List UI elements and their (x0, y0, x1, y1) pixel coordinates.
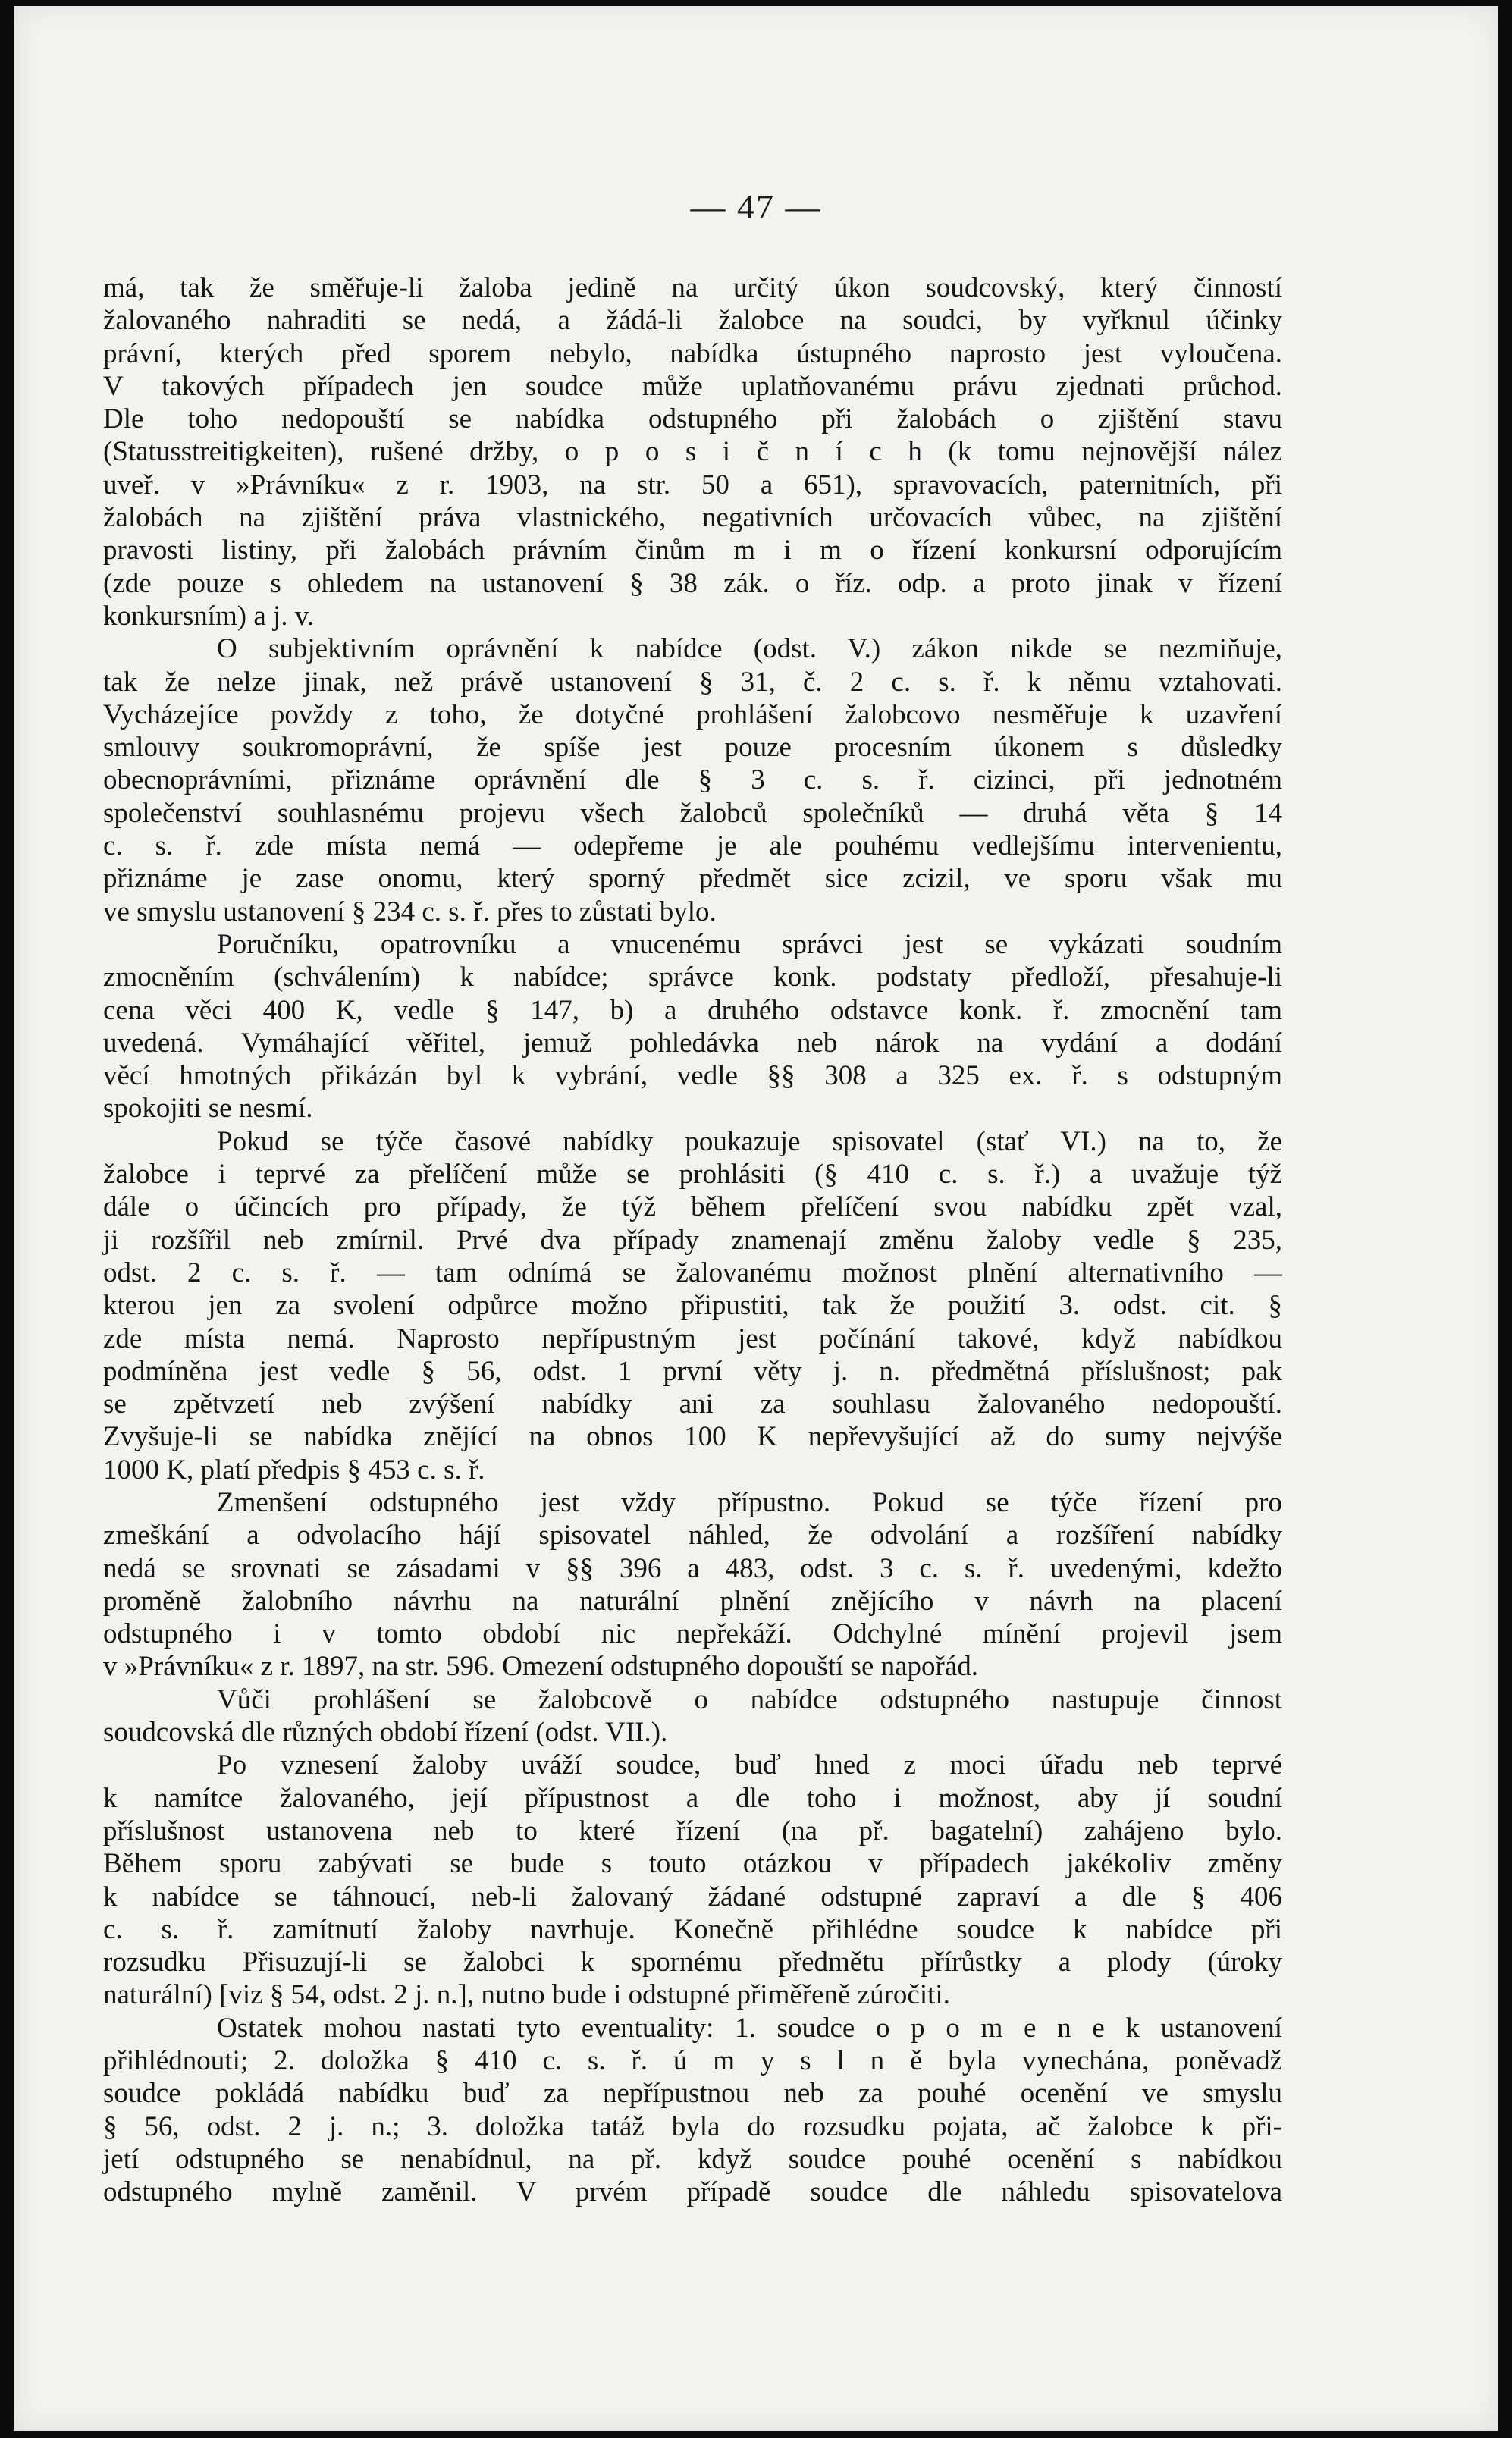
text-line: c. s. ř. zde místa nemá — odepřeme je ale pouhému vedlejšímu intervenientu, (103, 830, 1282, 862)
text-line: soudce pokládá nabídku buď za nepřípustnou neb za pouhé ocenění ve smyslu (103, 2078, 1282, 2110)
scanned-page (14, 6, 1498, 2431)
text-line: zde místa nemá. Naprosto nepřípustným jest počínání takové, když nabídkou (103, 1323, 1282, 1354)
text-line: konkursním) a j. v. (103, 600, 315, 632)
text-line: nedá se srovnati se zásadami v §§ 396 a 483, odst. 3 c. s. ř. uvedenými, kdežto (103, 1552, 1282, 1584)
text-line: přiznáme je zase onomu, který sporný předmět sice zcizil, ve sporu však mu (103, 863, 1282, 895)
text-line: Během sporu zabývati se bude s touto otázkou v případech jakékoliv změny (103, 1848, 1282, 1880)
text-line: Pokud se týče časové nabídky poukazuje spisovatel (stať VI.) na to, že (217, 1125, 1282, 1157)
text-line: dále o účincích pro případy, že týž během přelíčení svou nabídku zpět vzal, (103, 1191, 1282, 1223)
text-line: k namítce žalovaného, její přípustnost a dle toho i možnost, aby jí soudní (103, 1782, 1282, 1814)
text-line: uveř. v »Právníku« z r. 1903, na str. 50 a 651), spravovacích, paternitních, při (103, 469, 1282, 500)
text-line: naturální) [viz § 54, odst. 2 j. n.], nutno bude i odstupné přiměřeně zúročiti. (103, 1979, 950, 2011)
text-line: c. s. ř. zamítnutí žaloby navrhuje. Konečně přihlédne soudce k nabídce při (103, 1913, 1282, 1945)
text-line: 1000 K, platí předpis § 453 c. s. ř. (103, 1454, 485, 1486)
text-line: zmocněním (schválením) k nabídce; správce konk. podstaty předloží, přesahuje-li (103, 962, 1282, 993)
text-line: odst. 2 c. s. ř. — tam odnímá se žalovanému možnost plnění alternativního — (103, 1257, 1282, 1288)
text-line: ji rozšířil neb zmírnil. Prvé dva případy znamenají změnu žaloby vedle § 235, (103, 1224, 1282, 1256)
text-line: právní, kterých před sporem nebylo, nabídka ústupného naprosto jest vyloučena. (103, 337, 1282, 369)
text-line: O subjektivním oprávnění k nabídce (odst. V.) zákon nikde se nezmiňuje, (217, 633, 1282, 665)
text-line: Vůči prohlášení se žalobcově o nabídce odstupného nastupuje činnost (217, 1683, 1282, 1715)
text-line: Dle toho nedopouští se nabídka odstupného při žalobách o zjištění stavu (103, 403, 1282, 435)
text-line: žalobách na zjištění práva vlastnického, negativních určovacích vůbec, na zjištění (103, 502, 1282, 534)
text-line: V takových případech jen soudce může uplatňovanému právu zjednati průchod. (103, 370, 1282, 402)
text-line: Po vznesení žaloby uváží soudce, buď hned z moci úřadu neb teprvé (217, 1749, 1282, 1781)
text-line: společenství souhlasnému projevu všech žalobců společníků — druhá věta § 14 (103, 797, 1282, 829)
text-line: (Statusstreitigkeiten), rušené držby, o p o s i č n í c h (k tomu nejnovější nález (103, 436, 1282, 468)
text-line: žalovaného nahraditi se nedá, a žádá-li žalobce na soudci, by vyřknul účinky (103, 305, 1282, 337)
text-line: k nabídce se táhnoucí, neb-li žalovaný žádané odstupné zapraví a dle § 406 (103, 1881, 1282, 1912)
text-line: Poručníku, opatrovníku a vnucenému správci jest se vykázati soudním (217, 928, 1282, 960)
text-line: žalobce i teprvé za přelíčení může se prohlásiti (§ 410 c. s. ř.) a uvažuje týž (103, 1159, 1282, 1191)
page-number: — 47 — (690, 187, 822, 226)
text-line: § 56, odst. 2 j. n.; 3. doložka tatáž byla do rozsudku pojata, ač žalobce k při- (103, 2110, 1282, 2142)
body-text (103, 271, 1282, 2209)
text-line: věcí hmotných přikázán byl k vybrání, vedle §§ 308 a 325 ex. ř. s odstupným (103, 1060, 1282, 1092)
text-line: Ostatek mohou nastati tyto eventuality: 1. soudce o p o m e n e k ustanovení (217, 2012, 1282, 2044)
text-line: tak že nelze jinak, než právě ustanovení § 31, č. 2 c. s. ř. k němu vztahovati. (103, 666, 1282, 698)
text-line: přihlédnouti; 2. doložka § 410 c. s. ř. ú m y s l n ě byla vynechána, poněvadž (103, 2045, 1282, 2077)
text-line: odstupného i v tomto období nic nepřekáží. Odchylné mínění projevil jsem (103, 1618, 1282, 1650)
text-line: příslušnost ustanovena neb to které řízení (na př. bagatelní) zahájeno bylo. (103, 1815, 1282, 1847)
text-line: smlouvy soukromoprávní, že spíše jest pouze procesním úkonem s důsledky (103, 732, 1282, 764)
text-line: spokojiti se nesmí. (103, 1093, 313, 1125)
text-line: jetí odstupného se nenabídnul, na př. když soudce pouhé ocenění s nabídkou (103, 2143, 1282, 2175)
text-line: obecnoprávními, přiznáme oprávnění dle § 3 c. s. ř. cizinci, při jednotném (103, 764, 1282, 796)
text-line: se zpětvzetí neb zvýšení nabídky ani za souhlasu žalovaného nedopouští. (103, 1388, 1282, 1420)
text-line: Zvyšuje-li se nabídka znějící na obnos 100 K nepřevyšující až do sumy nejvýše (103, 1421, 1282, 1453)
text-line: (zde pouze s ohledem na ustanovení § 38 zák. o říz. odp. a proto jinak v řízení (103, 567, 1282, 599)
text-line: Vycházejíce povždy z toho, že dotyčné prohlášení žalobcovo nesměřuje k uzavření (103, 698, 1282, 730)
text-line: v »Právníku« z r. 1897, na str. 596. Omezení odstupného dopouští se napořád. (103, 1651, 979, 1683)
text-line: rozsudku Přisuzují-li se žalobci k spornému předmětu přírůstky a plody (úroky (103, 1947, 1282, 1978)
text-line: zmeškání a odvolacího hájí spisovatel náhled, že odvolání a rozšíření nabídky (103, 1520, 1282, 1552)
text-line: odstupného mylně zaměnil. V prvém případě soudce dle náhledu spisovatelova (103, 2176, 1282, 2208)
text-line: uvedená. Vymáhající věřitel, jemuž pohledávka neb nárok na vydání a dodání (103, 1027, 1282, 1059)
text-line: má, tak že směřuje-li žaloba jedině na určitý úkon soudcovský, který činností (103, 272, 1282, 303)
text-line: Zmenšení odstupného jest vždy přípustno. Pokud se týče řízení pro (217, 1486, 1282, 1518)
text-line: ve smyslu ustanovení § 234 c. s. ř. přes to zůstati bylo. (103, 896, 717, 927)
text-line: pravosti listiny, při žalobách právním činům m i m o řízení konkursní odporujícím (103, 535, 1282, 566)
text-line: proměně žalobního návrhu na naturální plnění znějícího v návrh na placení (103, 1585, 1282, 1617)
text-line: podmíněna jest vedle § 56, odst. 1 první věty j. n. předmětná příslušnost; pak (103, 1355, 1282, 1387)
text-line: kterou jen za svolení odpůrce možno připustiti, tak že použití 3. odst. cit. § (103, 1290, 1282, 1322)
text-line: cena věci 400 K, vedle § 147, b) a druhého odstavce konk. ř. zmocnění tam (103, 994, 1282, 1026)
text-line: soudcovská dle různých období řízení (odst. VII.). (103, 1717, 668, 1749)
